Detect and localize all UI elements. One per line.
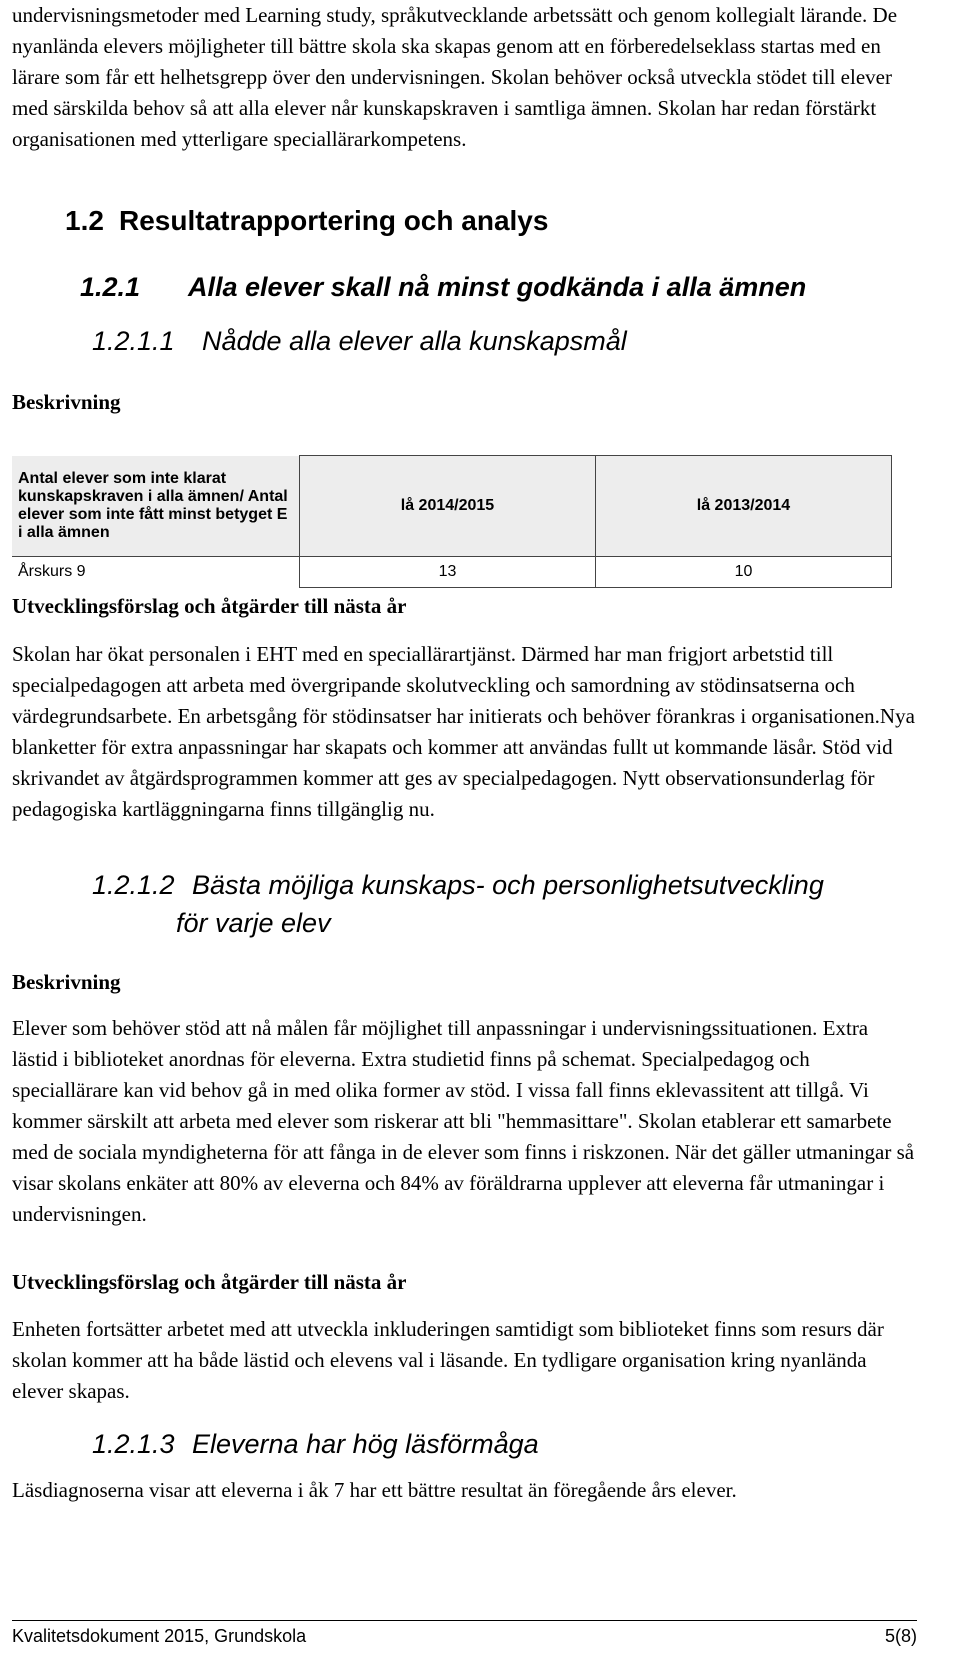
table-row-label: Årskurs 9: [12, 557, 299, 588]
description-label: Beskrivning: [12, 390, 121, 414]
section-number: 1.2.1.2: [92, 870, 175, 900]
improvement-paragraph: Enheten fortsätter arbetet med att utveckla inkluderingen samtidigt som biblioteket finns som resurs där skolan kommer att ha både lästid och elevens val i läsande. En tydligare organisation kring nyanlända elever skapas.: [12, 1317, 884, 1403]
section-title-line1: Bästa möjliga kunskaps- och personlighetsutveckling: [192, 870, 824, 900]
section-title: Alla elever skall nå minst godkända i alla ämnen: [188, 272, 807, 302]
section-title: Resultatrapportering och analys: [119, 205, 549, 236]
section-title-line2: för varje elev: [176, 908, 331, 938]
footer-divider: [12, 1620, 917, 1621]
table-cell: 10: [595, 557, 891, 588]
description-label: Beskrivning: [12, 970, 121, 994]
table-cell: 13: [299, 557, 595, 588]
section-title: Eleverna har hög läsförmåga: [192, 1429, 539, 1459]
section-number: 1.2.1.1: [92, 326, 175, 356]
section-number: 1.2.1.3: [92, 1429, 175, 1459]
section-heading-1-2-1-1: [92, 322, 627, 360]
section-heading-1-2-1: [80, 272, 806, 303]
table-header-2013-2014: lå 2013/2014: [595, 456, 891, 557]
section-title: Nådde alla elever alla kunskapsmål: [202, 326, 627, 356]
section-heading-1-2-1-3: [92, 1425, 539, 1463]
section-heading-1-2-1-2: [92, 866, 824, 942]
results-table: [12, 455, 892, 588]
improvement-label: Utvecklingsförslag och åtgärder till nästa år: [12, 1270, 407, 1294]
reading-paragraph: Läsdiagnoserna visar att eleverna i åk 7 har ett bättre resultat än föregående års elever.: [12, 1478, 737, 1502]
table-header-2014-2015: lå 2014/2015: [299, 456, 595, 557]
intro-paragraph: undervisningsmetoder med Learning study, språkutvecklande arbetssätt och genom kollegialt lärande. De nyanlända elevers möjligheter till bättre skola ska skapas genom att en förberedelseklass startas med en lärare som får ett helhetsgrepp över den undervisningen. Skolan behöver också utveckla stödet till elever med särskilda behov så att alla elever når kunskapskraven i samtliga ämnen. Skolan har redan förstärkt organisationen med ytterligare speciallärarkompetens.: [12, 3, 898, 151]
footer-page-number: 5(8): [884, 1626, 917, 1646]
table-row: [12, 557, 892, 588]
improvement-label: Utvecklingsförslag och åtgärder till nästa år: [12, 594, 407, 618]
improvement-paragraph: Skolan har ökat personalen i EHT med en speciallärartjänst. Därmed har man frigjort arbetstid till specialpedagogen att arbeta med övergripande skolutveckling och samordning av stödinsatserna och värdegrundsarbete. En arbetsgång för stödinsatser har initierats och behöver förankras i organisationen.Nya blanketter för extra anpassningar har skapats och kommer att användas fullt ut kommande läsår. Stöd vid skrivandet av åtgärdsprogrammen kommer att ges av specialpedagogen. Nytt observationsunderlag för pedagogiska kartläggningarna finns tillgänglig nu.: [12, 642, 915, 821]
description-paragraph: Elever som behöver stöd att nå målen får möjlighet till anpassningar i undervisningssituationen. Extra lästid i biblioteket anordnas för eleverna. Extra studietid finns på schemat. Specialpedagog och speciallärare kan vid behov gå in med olika former av stöd. I vissa fall finns eklevassitent att tillgå. Vi kommer särskilt att arbeta med elever som riskerar att bli "hemmasittare". Skolan etablerar ett samarbete med de sociala myndigheterna för att fånga in de elever som finns i riskzonen. När det gäller utmaningar så visar skolans enkäter att 80% av eleverna och 84% av föräldrarna upplever att eleverna får utmaningar i undervisningen.: [12, 1016, 915, 1226]
section-number: 1.2.1: [80, 272, 141, 302]
section-number: 1.2: [65, 205, 104, 236]
footer-document-title: Kvalitetsdokument 2015, Grundskola: [12, 1626, 307, 1646]
section-heading-1-2: [65, 205, 548, 237]
table-header-label: Antal elever som inte klarat kunskapskraven i alla ämnen/ Antal elever som inte fått minst betyget E i alla ämnen: [12, 456, 299, 557]
page-footer: [12, 1626, 917, 1647]
table-header-row: [12, 456, 892, 557]
